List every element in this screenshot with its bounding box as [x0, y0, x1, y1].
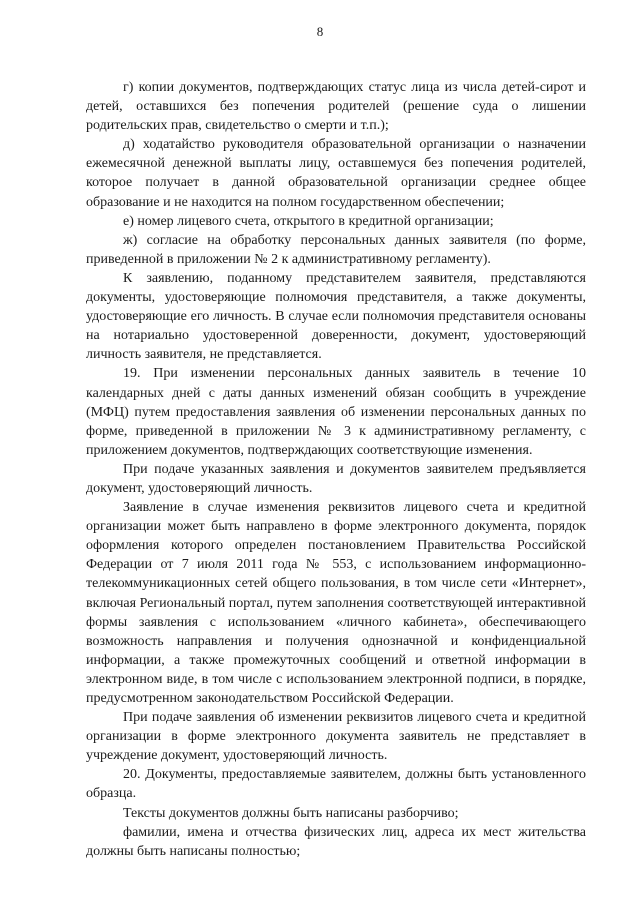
paragraph-legibility: Тексты документов должны быть написаны разборчиво; — [123, 805, 459, 821]
document-body — [86, 78, 586, 861]
paragraph-representative: К заявлению, поданному представителем заявителя, представляются документы, удостоверяющие полномочия представителя, а также документы, удостоверяющие его личность. В случае если полномочия представителя основаны на нотариально удостоверенной доверенности, документ, удостоверяющий личность заявителя, не представляется. — [86, 270, 586, 363]
paragraph-identity-document: При подаче указанных заявления и документов заявителем предъявляется документ, удостоверяющий личность. — [86, 461, 586, 496]
paragraph-electronic-no-identity: При подаче заявления об изменении реквизитов лицевого счета и кредитной организации в форме электронного документа заявитель не представляет в учреждение документ, удостоверяющий личность. — [86, 710, 586, 764]
paragraph-item-zh: ж) согласие на обработку персональных данных заявителя (по форме, приведенной в приложении № 2 к административному регламенту). — [86, 232, 586, 267]
paragraph-full-names: фамилии, имена и отчества физических лиц, адреса их мест жительства должны быть написаны полностью; — [86, 824, 586, 859]
page-number: 8 — [316, 24, 324, 39]
paragraph-electronic-application: Заявление в случае изменения реквизитов лицевого счета и кредитной организации может быть направлено в форме электронного документа, порядок оформления которого определен постановлением Правительства Российской Федерации от 7 июля 2011 года № 553, с использованием информационно-телекоммуникационных сетей общего пользования, в том числе сети «Интернет», включая Региональный портал, путем заполнения соответствующей интерактивной формы заявления с использованием «личного кабинета», обеспечивающего возможность направления и получения однозначной и конфиденциальной информации, а также промежуточных сообщений и ответной информации в электронном виде, в том числе с использованием электронной подписи, в порядке, предусмотренном законодательством Российской Федерации. — [86, 500, 586, 706]
paragraph-item-e: е) номер лицевого счета, открытого в кредитной организации; — [123, 213, 494, 229]
paragraph-item-d: д) ходатайство руководителя образовательной организации о назначении ежемесячной денежной выплаты лицу, оставшемуся без попечения родителей, которое получает в данной образовательной организации среднее общее образование и не находится на полном государственном обеспечении; — [86, 137, 586, 210]
paragraph-clause-20: 20. Документы, предоставляемые заявителем, должны быть установленного образца. — [86, 767, 586, 802]
paragraph-clause-19: 19. При изменении персональных данных заявитель в течение 10 календарных дней с даты данных изменений обязан сообщить в учреждение (МФЦ) путем предоставления заявления об изменении персональных данных по форме, приведенной в приложении № 3 к административному регламенту, с приложением документов, подтверждающих соответствующие изменения. — [86, 366, 586, 458]
paragraph-item-g: г) копии документов, подтверждающих статус лица из числа детей-сирот и детей, оставшихся без попечения родителей (решение суда о лишении родительских прав, свидетельство о смерти и т.п.); — [86, 80, 586, 134]
